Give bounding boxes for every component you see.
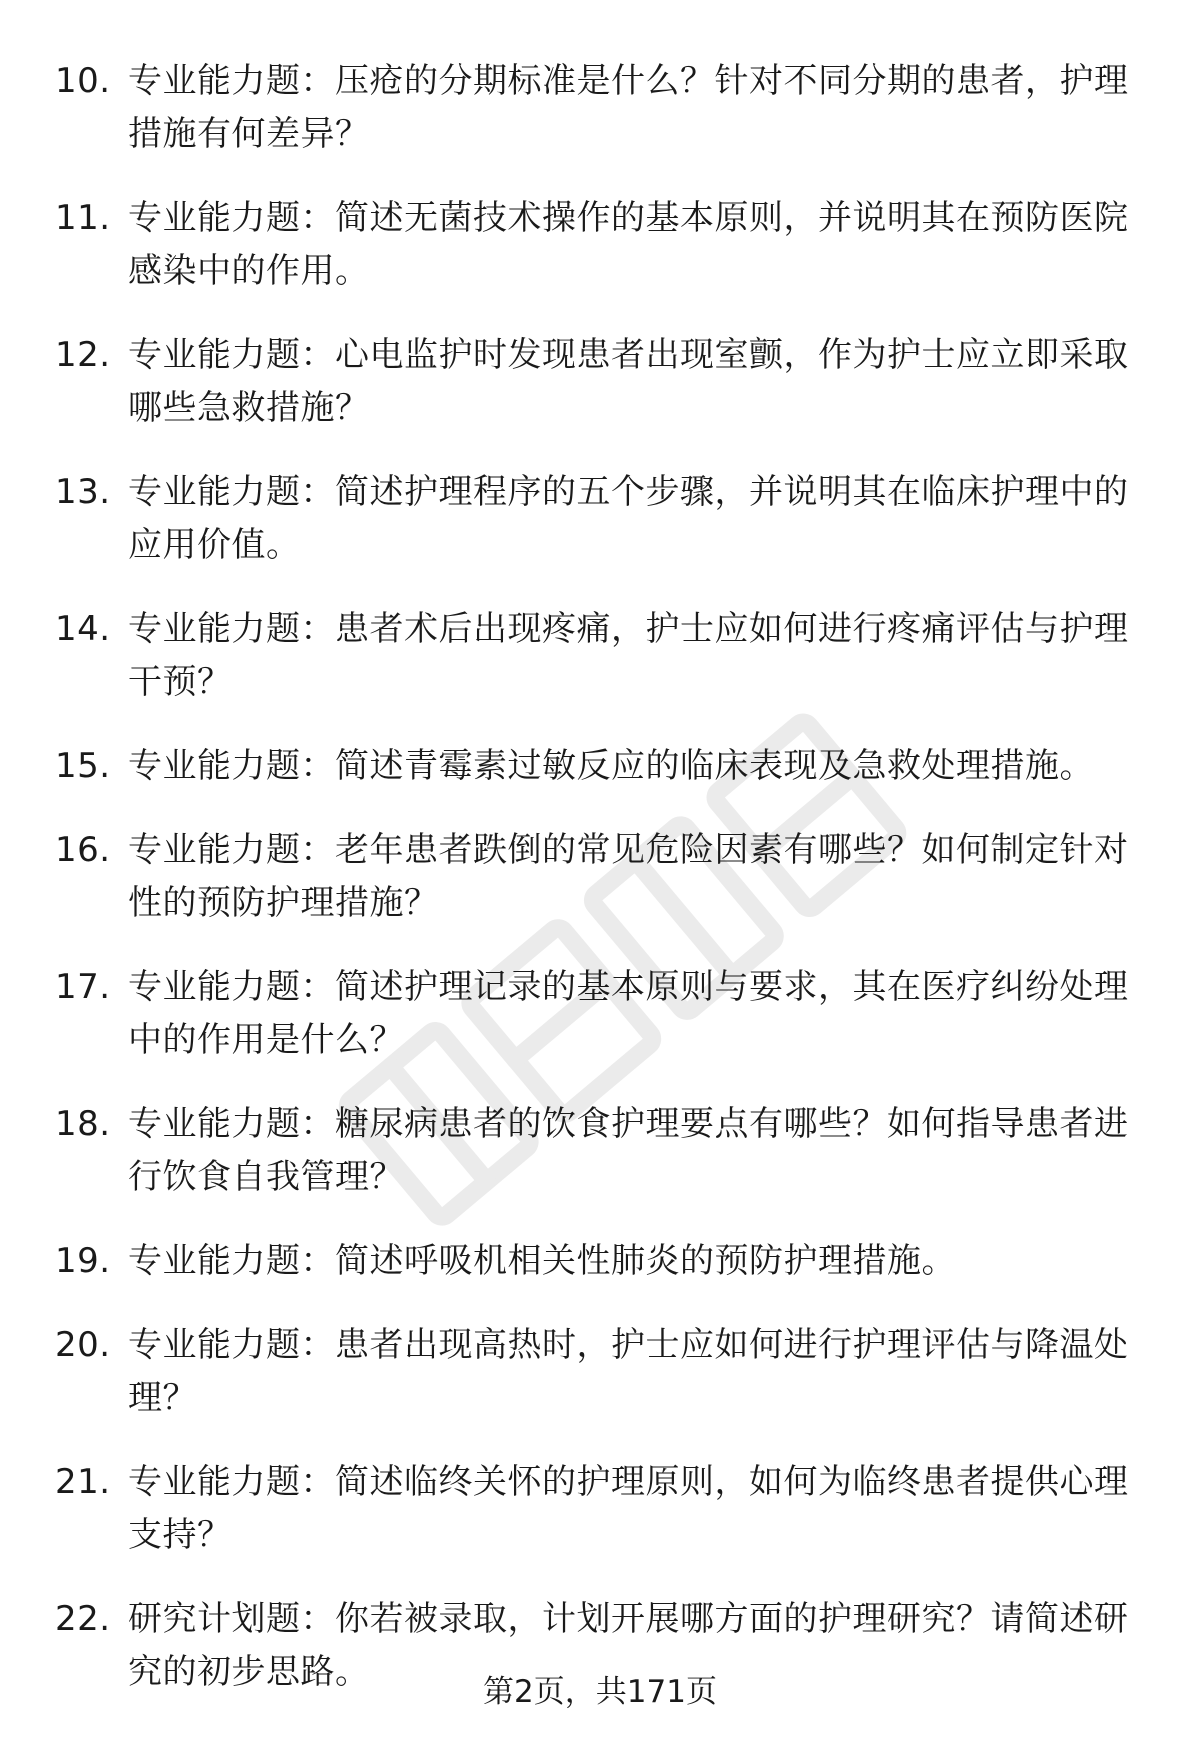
list-item xyxy=(0,192,1200,298)
question-number: 21. xyxy=(55,1462,111,1502)
question-list xyxy=(0,55,1200,1730)
question-number: 11. xyxy=(55,198,111,238)
list-item xyxy=(0,466,1200,572)
question-number: 17. xyxy=(55,967,111,1007)
question-text: 专业能力题：简述护理程序的五个步骤，并说明其在临床护理中的应用价值。 xyxy=(128,472,1129,565)
question-number: 12. xyxy=(55,335,111,375)
list-item xyxy=(0,740,1200,793)
list-item xyxy=(0,824,1200,930)
list-item xyxy=(0,1098,1200,1204)
list-item xyxy=(0,1319,1200,1425)
question-number: 18. xyxy=(55,1104,111,1144)
question-text: 专业能力题：压疮的分期标准是什么？针对不同分期的患者，护理措施有何差异？ xyxy=(128,61,1129,154)
question-number: 15. xyxy=(55,746,111,786)
question-number: 20. xyxy=(55,1325,111,1365)
list-item xyxy=(0,961,1200,1067)
question-text: 研究计划题：你若被录取，计划开展哪方面的护理研究？请简述研究的初步思路。 xyxy=(128,1599,1129,1692)
question-number: 10. xyxy=(55,61,111,101)
question-text: 专业能力题：简述无菌技术操作的基本原则，并说明其在预防医院感染中的作用。 xyxy=(128,198,1129,291)
list-item xyxy=(0,1456,1200,1562)
question-number: 22. xyxy=(55,1599,111,1639)
list-item xyxy=(0,55,1200,161)
question-text: 专业能力题：糖尿病患者的饮食护理要点有哪些？如何指导患者进行饮食自我管理？ xyxy=(128,1104,1129,1197)
question-text: 专业能力题：简述呼吸机相关性肺炎的预防护理措施。 xyxy=(128,1241,956,1281)
question-text: 专业能力题：患者术后出现疼痛，护士应如何进行疼痛评估与护理干预？ xyxy=(128,609,1129,702)
question-number: 13. xyxy=(55,472,111,512)
list-item xyxy=(0,603,1200,709)
list-item xyxy=(0,329,1200,435)
question-text: 专业能力题：老年患者跌倒的常见危险因素有哪些？如何制定针对性的预防护理措施？ xyxy=(128,830,1129,923)
question-text: 专业能力题：患者出现高热时，护士应如何进行护理评估与降温处理？ xyxy=(128,1325,1129,1418)
list-item xyxy=(0,1235,1200,1288)
question-text: 专业能力题：简述青霉素过敏反应的临床表现及急救处理措施。 xyxy=(128,746,1094,786)
question-text: 专业能力题：简述护理记录的基本原则与要求，其在医疗纠纷处理中的作用是什么？ xyxy=(128,967,1129,1060)
question-number: 16. xyxy=(55,830,111,870)
question-text: 专业能力题：简述临终关怀的护理原则，如何为临终患者提供心理支持？ xyxy=(128,1462,1129,1555)
question-text: 专业能力题：心电监护时发现患者出现室颤，作为护士应立即采取哪些急救措施？ xyxy=(128,335,1129,428)
question-number: 14. xyxy=(55,609,111,649)
question-number: 19. xyxy=(55,1241,111,1281)
page-footer: 第2页，共171页 xyxy=(483,1674,717,1710)
